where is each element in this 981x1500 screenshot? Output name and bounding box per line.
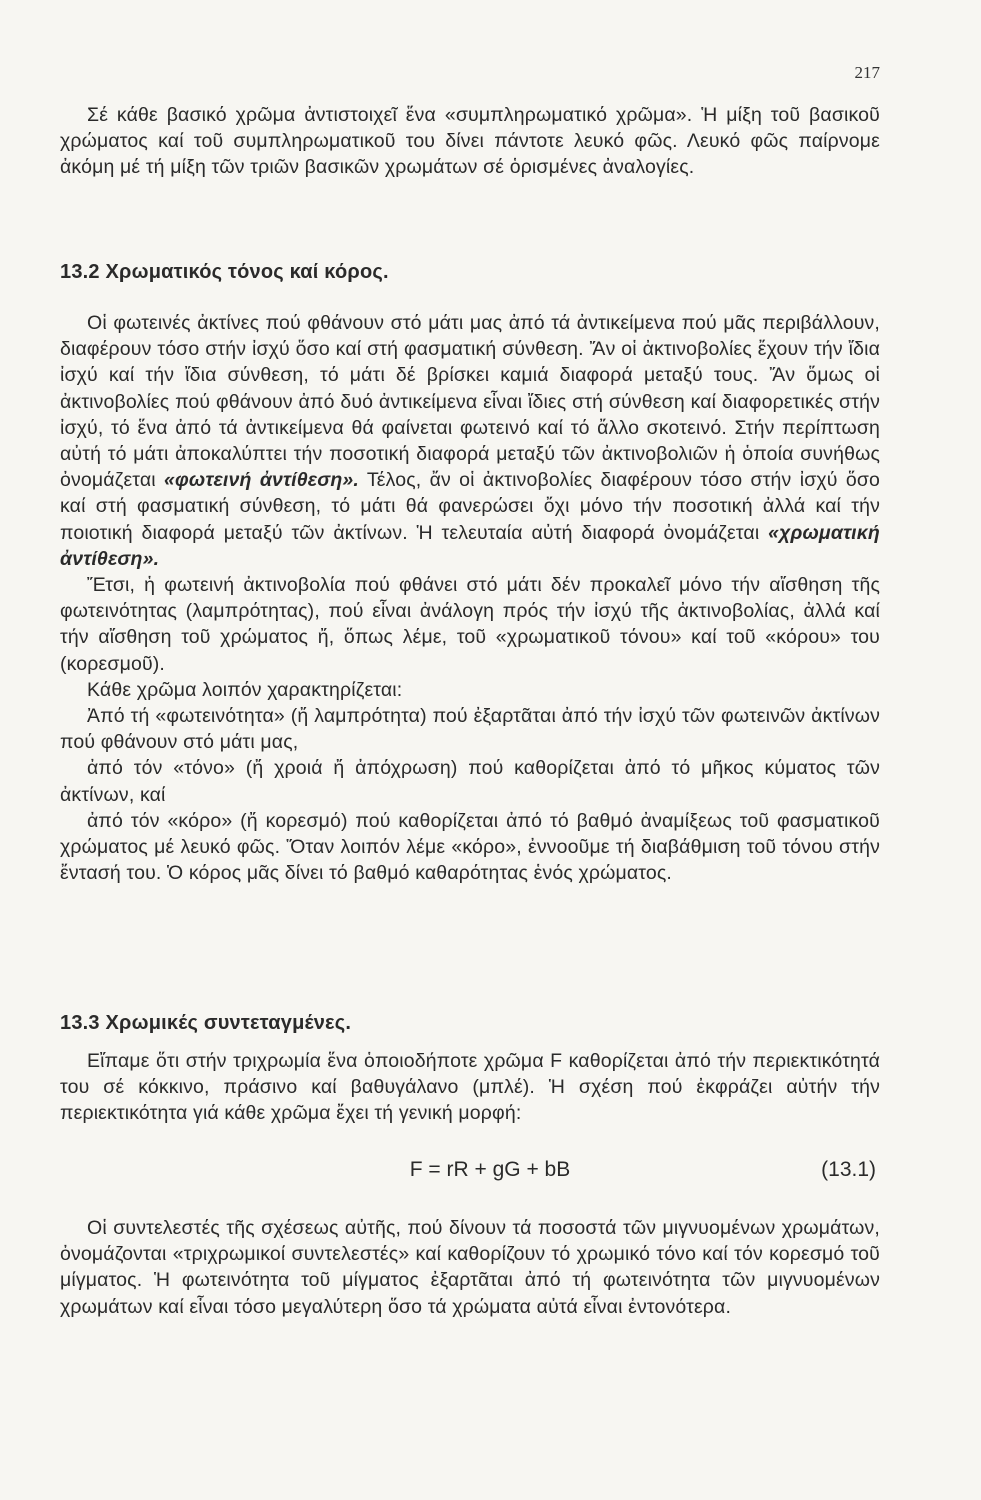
paragraph-hue: ἀπό τόν «τόνο» (ἤ χροιά ἤ ἀπόχρωση) πού καθορίζεται ἀπό τό μῆκος κύματος τῶν ἀκτίνων, καί [60, 757, 880, 806]
paragraph-characterized: Κάθε χρῶμα λοιπόν χαρακτηρίζεται: [87, 678, 403, 701]
paragraph-sensation: Ἔτσι, ἡ φωτεινή ἀκτινοβολία πού φθάνει στό μάτι δέν προκαλεῖ μόνο τήν αἴσθηση τῆς φωτεινότητας (λαμπρότητας), πού εἶναι ἀνάλογη πρός τήν ἰσχύ τῆς ἀκτινοβολίας, ἀλλά καί τήν αἴσθηση τοῦ χρώματος ἤ, ὅπως λέμε, τοῦ «χρωματικοῦ τόνου» καί τοῦ «κόρου» του (κορεσμοῦ). [60, 574, 880, 675]
intro-paragraph-block [60, 102, 880, 181]
equation-number: (13.1) [821, 1158, 876, 1181]
equation-formula: F = rR + gG + bB [409, 1158, 571, 1181]
paragraph-saturation: ἀπό τόν «κόρο» (ἤ κορεσμό) πού καθορίζεται ἀπό τό βαθμό ἀναμίξεως τοῦ φασματικοῦ χρώματος μέ λευκό φῶς. Ὅταν λοιπόν λέμε «κόρο», ἐννοοῦμε τή διαβάθμιση τοῦ τόνου στήν ἔντασή του. Ὁ κόρος μᾶς δίνει τό βαθμό καθαρότητας ἑνός χρώματος. [60, 809, 880, 885]
paragraph-trichromy: Εἴπαμε ὅτι στήν τριχρωμία ἕνα ὁποιοδήποτε χρῶμα F καθορίζεται ἀπό τήν περιεκτικότητά του σέ κόκκινο, πράσινο καί βαθυγάλανο (μπλέ). Ἡ σχέση πού ἐκφράζει αὐτήν τήν περιεκτικότητα γιά κάθε χρῶμα ἔχει τή γενική μορφή: [60, 1050, 880, 1125]
section-heading-13-3: 13.3 Χρωμικές συντεταγμένες. [60, 1012, 352, 1034]
paragraph-contrast-part1: Οἱ φωτεινές ἀκτίνες πού φθάνουν στό μάτι μας ἀπό τά ἀντικείμενα πού μᾶς περιβάλλουν, διαφέρουν τόσο στήν ἰσχύ ὅσο καί στή φασματική σύνθεση. Ἄν οἱ ἀκτινοβολίες ἔχουν τήν ἴδια ἰσχύ καί τήν ἴδια σύνθεση, τό μάτι δέ βρίσκει καμιά διαφορά μεταξύ τους. Ἄν ὅμως οἱ ἀκτινοβολίες πού φθάνουν ἀπό δυό ἀντικείμενα εἶναι ἴδιες στή σύνθεση καί διαφορετικές στήν ἰσχύ, τό ἕνα ἀπό τά ἀντικείμενα θά φαίνεται φωτεινό καί τό ἄλλο σκοτεινό. Στήν περίπτωση αὐτή τό μάτι ἀποκαλύπτει τήν ποσοτική διαφορά μεταξύ τῶν ἀκτινοβολιῶν ἡ ὁποία συνήθως ὀνομάζεται [60, 312, 880, 492]
section-13-3-body-bottom [60, 1215, 880, 1320]
section-heading-13-2: 13.2 Χρωματικός τόνος καί κόρος. [60, 261, 389, 283]
paragraph-brightness: Ἀπό τή «φωτεινότητα» (ἤ λαμπρότητα) πού ἐξαρτᾶται ἀπό τήν ἰσχύ τῶν φωτεινῶν ἀκτίνων πού φθάνουν στό μάτι μας, [60, 705, 880, 754]
paragraph-contrast-part2: Τέλος, ἄν οἱ ἀκτινοβολίες διαφέρουν τόσο στήν ἰσχύ ὅσο καί στή φασματική σύνθεση, τό μάτι θά φανερώσει ὄχι μόνο τήν ποσοτική ἀλλά καί τήν ποιοτική διαφορά μεταξύ τῶν ἀκτίνων. Ἡ τελευταία αὐτή διαφορά ὀνομάζεται [60, 469, 881, 544]
term-luminance-contrast: «φωτεινή ἀντίθεση». [164, 469, 359, 492]
intro-paragraph: Σέ κάθε βασικό χρῶμα ἀντιστοιχεῖ ἕνα «συμπληρωματικό χρῶμα». Ἡ μίξη τοῦ βασικοῦ χρώματος καί τοῦ συμπληρωματικοῦ του δίνει πάντοτε λευκό φῶς. Λευκό φῶς παίρνομε ἀκόμη μέ τή μίξη τῶν τριῶν βασικῶν χρωμάτων σέ ὁρισμένες ἀναλογίες. [60, 104, 880, 179]
equation-13-1 [60, 1158, 880, 1186]
page-number: 217 [854, 63, 880, 82]
paragraph-coefficients: Οἱ συντελεστές τῆς σχέσεως αὐτῆς, πού δίνουν τά ποσοστά τῶν μιγνυομένων χρωμάτων, ὀνομάζονται «τριχρωμικοί συντελεστές» καί καθορίζουν τό χρωμικό τόνο καί τόν κορεσμό τοῦ μίγματος. Ἡ φωτεινότητα τοῦ μίγματος ἐξαρτᾶται ἀπό τή φωτεινότητα τῶν μιγνυομένων χρωμάτων καί εἶναι τόσο μεγαλύτερη ὅσο τά χρώματα αὐτά εἶναι ἐντονότερα. [60, 1217, 880, 1318]
paragraph-contrast [60, 310, 880, 572]
section-13-3-body-top [60, 1048, 880, 1127]
section-13-2-body [60, 310, 880, 886]
term-color-contrast: «χρωματική ἀντίθεση». [60, 521, 880, 570]
